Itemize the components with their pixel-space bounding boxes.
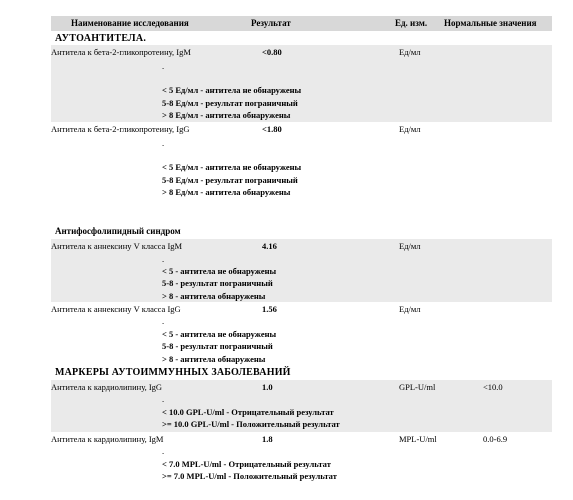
test-norm: <10.0: [483, 382, 503, 392]
test-name: Антитела к аннексину V класса IgM: [51, 241, 183, 251]
reference-line: < 10.0 GPL-U/ml - Отрицательный результат: [162, 407, 334, 417]
header-name: Наименование исследования: [71, 18, 189, 28]
test-result: 4.16: [262, 241, 277, 251]
reference-dot: .: [162, 316, 165, 326]
reference-line: < 5 - антитела не обнаружены: [162, 329, 277, 339]
reference-line: < 7.0 MPL-U/ml - Отрицательный результат: [162, 459, 331, 469]
test-unit: Ед/мл: [399, 124, 421, 134]
test-name: Антитела к кардиолипину, IgM: [51, 434, 164, 444]
reference-line: > 8 Ед/мл - антитела обнаружены: [162, 110, 291, 120]
test-name: Антитела к аннексину V класса IgG: [51, 304, 181, 314]
test-name: Антитела к бета-2-гликопротеину, IgG: [51, 124, 190, 134]
table-row: [51, 45, 552, 122]
reference-line: > 8 Ед/мл - антитела обнаружены: [162, 187, 291, 197]
header-result: Результат: [251, 18, 291, 28]
test-norm: 0.0-6.9: [483, 434, 508, 444]
reference-line: >= 7.0 MPL-U/ml - Положительный результат: [162, 471, 337, 481]
reference-line: 5-8 Ед/мл - результат пограничный: [162, 175, 298, 185]
test-name: Антитела к бета-2-гликопротеину, IgM: [51, 47, 191, 57]
test-unit: GPL-U/ml: [399, 382, 436, 392]
reference-line: > 8 - антитела обнаружены: [162, 354, 266, 364]
section-title-autoimmune-markers: МАРКЕРЫ АУТОИММУННЫХ ЗАБОЛЕВАНИЙ: [55, 367, 291, 378]
table-row: [51, 239, 552, 302]
reference-dot: .: [162, 254, 165, 264]
table-row: [51, 122, 552, 202]
test-unit: Ед/мл: [399, 241, 421, 251]
test-unit: MPL-U/ml: [399, 434, 437, 444]
test-name: Антитела к кардиолипину, IgG: [51, 382, 163, 392]
reference-line: > 8 - антитела обнаружены: [162, 291, 266, 301]
reference-line: >= 10.0 GPL-U/ml - Положительный результат: [162, 419, 340, 429]
test-result: <0.80: [262, 47, 282, 57]
reference-dot: .: [162, 446, 165, 456]
reference-line: 5-8 Ед/мл - результат пограничный: [162, 98, 298, 108]
header-unit: Ед. изм.: [395, 18, 428, 28]
reference-dot: .: [162, 394, 165, 404]
section-title-antiphospholipid: Антифосфолипидный синдром: [55, 226, 181, 236]
reference-line: 5-8 - результат пограничный: [162, 278, 273, 288]
table-row: [51, 432, 552, 488]
table-header: [51, 16, 552, 31]
test-result: 1.8: [262, 434, 273, 444]
test-unit: Ед/мл: [399, 304, 421, 314]
test-result: 1.56: [262, 304, 277, 314]
test-result: <1.80: [262, 124, 282, 134]
test-unit: Ед/мл: [399, 47, 421, 57]
reference-line: < 5 Ед/мл - антитела не обнаружены: [162, 85, 302, 95]
reference-dot: .: [162, 61, 165, 71]
test-result: 1.0: [262, 382, 273, 392]
section-title-autoantibodies: АУТОАНТИТЕЛА.: [55, 33, 147, 44]
reference-line: 5-8 - результат пограничный: [162, 341, 273, 351]
header-norm: Нормальные значения: [444, 18, 537, 28]
table-row: [51, 302, 552, 366]
reference-line: < 5 Ед/мл - антитела не обнаружены: [162, 162, 302, 172]
table-row: [51, 380, 552, 432]
reference-line: < 5 - антитела не обнаружены: [162, 266, 277, 276]
reference-dot: .: [162, 138, 165, 148]
